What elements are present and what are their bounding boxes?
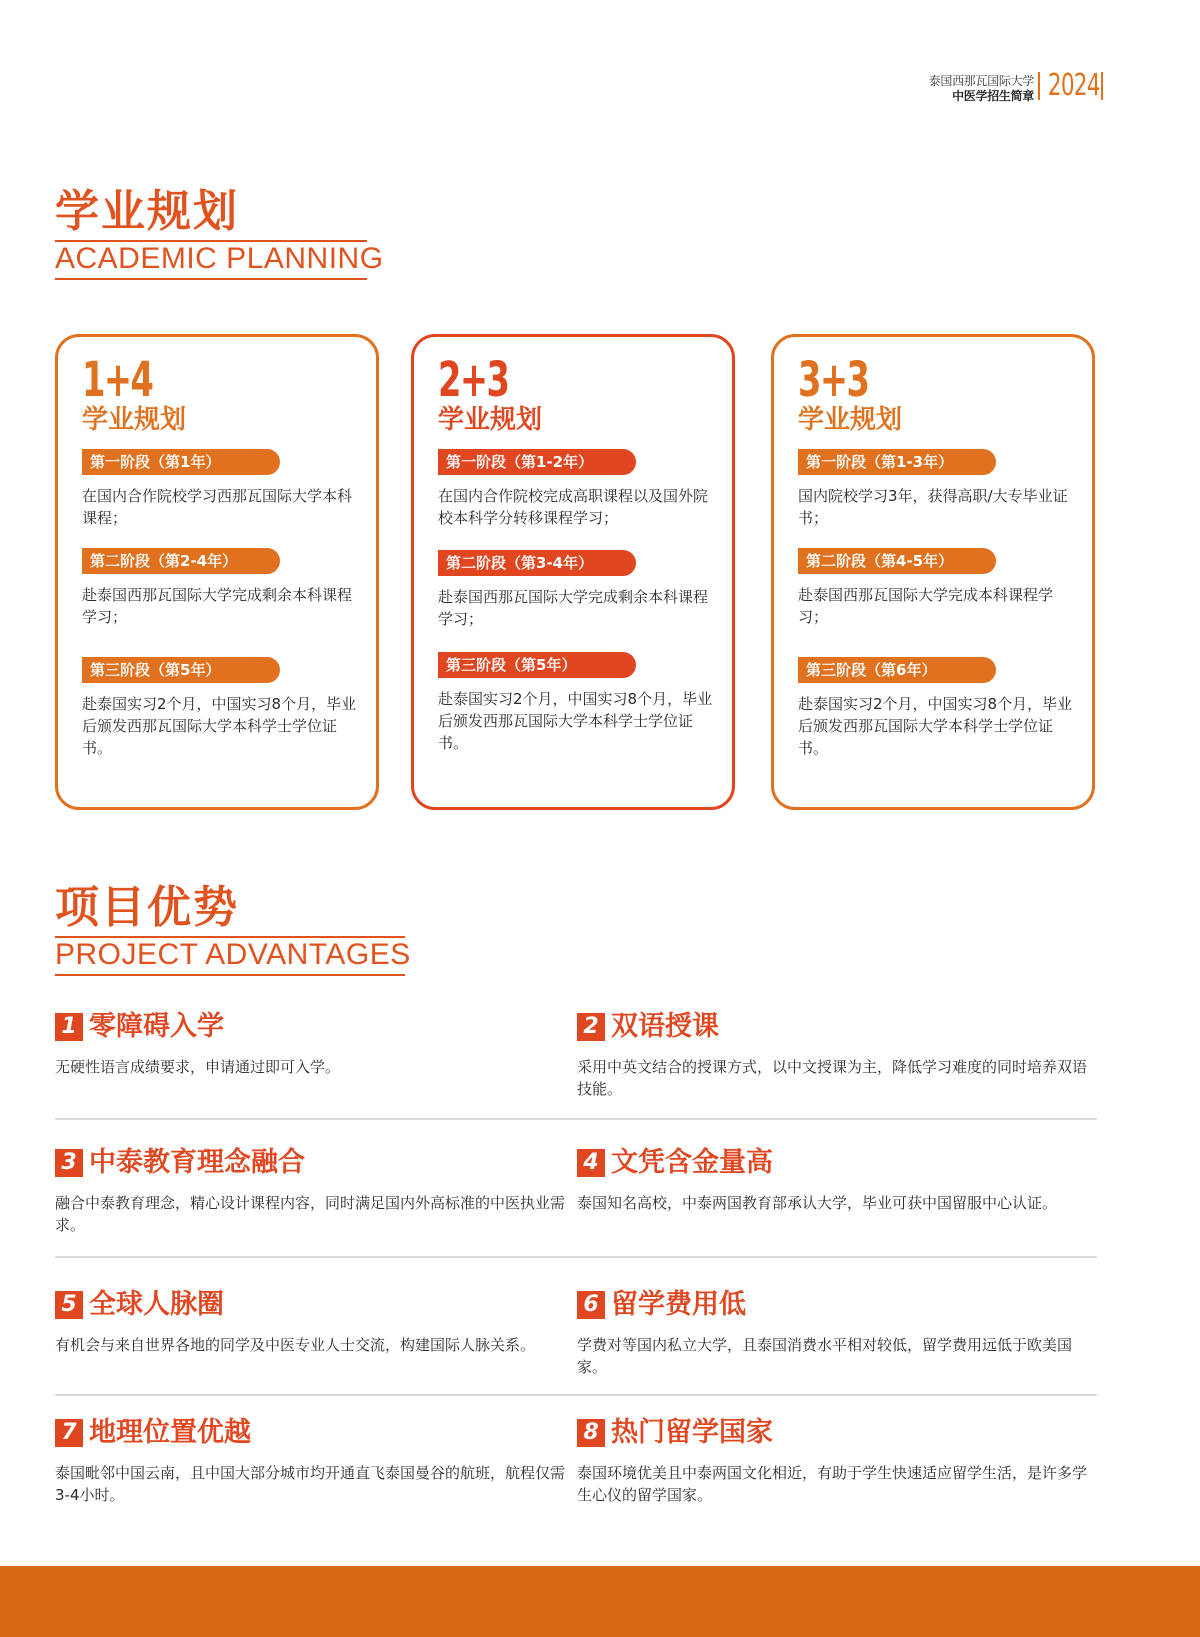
plan-stage xyxy=(438,652,738,754)
advantage-description: 采用中英文结合的授课方式，以中文授课为主，降低学习难度的同时培养双语技能。 xyxy=(577,1058,1088,1098)
advantage-item xyxy=(55,1416,575,1506)
stage-description: 赴泰国西那瓦国际大学完成本科课程学习； xyxy=(798,586,1054,626)
stage-label: 第三阶段（第5年） xyxy=(438,652,636,678)
number-badge-icon: 1 xyxy=(55,1013,83,1041)
brochure-header-badge xyxy=(900,70,1100,104)
advantage-description: 融合中泰教育理念，精心设计课程内容，同时满足国内外高标准的中医执业需求。 xyxy=(55,1194,566,1234)
plan-card-subtitle: 学业规划 xyxy=(798,405,903,435)
stage-label: 第一阶段（第1-2年） xyxy=(438,449,636,475)
advantage-item xyxy=(577,1416,1097,1506)
plan-card-number: 1+4 xyxy=(82,352,153,408)
advantage-title: 文凭含金量高 xyxy=(611,1147,773,1178)
advantage-item xyxy=(577,1146,1097,1214)
plan-stage xyxy=(798,657,1098,759)
stage-description: 赴泰国实习2个月，中国实习8个月，毕业后颁发西那瓦国际大学本科学士学位证书。 xyxy=(798,695,1073,757)
plan-card-number: 2+3 xyxy=(438,352,509,408)
stage-label: 第二阶段（第3-4年） xyxy=(438,550,636,576)
stage-description: 赴泰国实习2个月，中国实习8个月，毕业后颁发西那瓦国际大学本科学士学位证书。 xyxy=(438,690,713,752)
plan-card-subtitle: 学业规划 xyxy=(438,405,543,435)
plan-stage xyxy=(438,449,738,529)
advantage-title: 双语授课 xyxy=(611,1011,719,1042)
row-divider xyxy=(55,1118,1097,1120)
stage-label: 第一阶段（第1年） xyxy=(82,449,280,475)
academic-planning-title-cn: 学业规划 xyxy=(55,186,239,237)
footer-bar xyxy=(0,1566,1200,1637)
advantage-description: 泰国毗邻中国云南，且中国大部分城市均开通直飞泰国曼谷的航班，航程仅需3-4小时。 xyxy=(55,1464,566,1504)
plan-card-2-3 xyxy=(411,334,735,810)
plan-card-3-3 xyxy=(771,334,1095,810)
advantage-description: 学费对等国内私立大学，且泰国消费水平相对较低，留学费用远低于欧美国家。 xyxy=(577,1336,1073,1376)
plan-card-subtitle: 学业规划 xyxy=(82,405,187,435)
project-advantages-title-en: PROJECT ADVANTAGES xyxy=(55,938,405,976)
stage-description: 国内院校学习3年，获得高职/大专毕业证书； xyxy=(798,487,1068,527)
header-separator xyxy=(1038,72,1040,100)
stage-description: 在国内合作院校学习西那瓦国际大学本科课程； xyxy=(82,487,353,527)
advantage-title: 热门留学国家 xyxy=(611,1417,773,1448)
header-end-bar xyxy=(1101,72,1103,100)
number-badge-icon: 7 xyxy=(55,1419,83,1447)
advantage-title: 中泰教育理念融合 xyxy=(89,1147,305,1178)
advantage-item xyxy=(55,1010,575,1078)
plan-card-number: 3+3 xyxy=(798,352,869,408)
plan-stage xyxy=(438,550,738,630)
advantage-description: 有机会与来自世界各地的同学及中医专业人士交流，构建国际人脉关系。 xyxy=(55,1336,536,1354)
stage-description: 赴泰国实习2个月，中国实习8个月，毕业后颁发西那瓦国际大学本科学士学位证书。 xyxy=(82,695,357,757)
number-badge-icon: 2 xyxy=(577,1013,605,1041)
header-year: 2024 xyxy=(1048,68,1100,103)
number-badge-icon: 8 xyxy=(577,1419,605,1447)
number-badge-icon: 3 xyxy=(55,1149,83,1177)
row-divider xyxy=(55,1256,1097,1258)
academic-planning-title-en: ACADEMIC PLANNING xyxy=(55,242,367,280)
plan-stage xyxy=(798,449,1098,529)
plan-stage xyxy=(82,449,382,529)
header-brochure-name: 中医学招生简章 xyxy=(952,89,1034,103)
advantage-title: 地理位置优越 xyxy=(89,1417,251,1448)
header-university-name: 泰国西那瓦国际大学 xyxy=(928,74,1034,88)
plan-card-1-4 xyxy=(55,334,379,810)
advantage-title: 全球人脉圈 xyxy=(89,1289,224,1320)
advantage-item xyxy=(577,1010,1097,1100)
stage-label: 第一阶段（第1-3年） xyxy=(798,449,996,475)
stage-label: 第三阶段（第6年） xyxy=(798,657,996,683)
advantage-description: 泰国知名高校，中泰两国教育部承认大学，毕业可获中国留服中心认证。 xyxy=(577,1194,1058,1212)
plan-stage xyxy=(82,548,382,628)
advantage-title: 零障碍入学 xyxy=(89,1011,224,1042)
advantage-description: 无硬性语言成绩要求，申请通过即可入学。 xyxy=(55,1058,341,1076)
number-badge-icon: 4 xyxy=(577,1149,605,1177)
row-divider xyxy=(55,1394,1097,1396)
number-badge-icon: 5 xyxy=(55,1291,83,1319)
project-advantages-title-cn: 项目优势 xyxy=(55,882,239,933)
advantage-title: 留学费用低 xyxy=(611,1289,746,1320)
stage-label: 第三阶段（第5年） xyxy=(82,657,280,683)
stage-label: 第二阶段（第4-5年） xyxy=(798,548,996,574)
plan-stage xyxy=(798,548,1098,628)
plan-stage xyxy=(82,657,382,759)
advantage-description: 泰国环境优美且中泰两国文化相近，有助于学生快速适应留学生活，是许多学生心仪的留学国家。 xyxy=(577,1464,1088,1504)
project-advantages-heading xyxy=(55,882,411,976)
number-badge-icon: 6 xyxy=(577,1291,605,1319)
stage-label: 第二阶段（第2-4年） xyxy=(82,548,280,574)
stage-description: 在国内合作院校完成高职课程以及国外院校本科学分转移课程学习； xyxy=(438,487,709,527)
academic-planning-heading xyxy=(55,186,384,280)
stage-description: 赴泰国西那瓦国际大学完成剩余本科课程学习； xyxy=(82,586,353,626)
advantage-item xyxy=(55,1146,575,1236)
stage-description: 赴泰国西那瓦国际大学完成剩余本科课程学习； xyxy=(438,588,709,628)
advantage-item xyxy=(55,1288,575,1356)
advantage-item xyxy=(577,1288,1097,1378)
